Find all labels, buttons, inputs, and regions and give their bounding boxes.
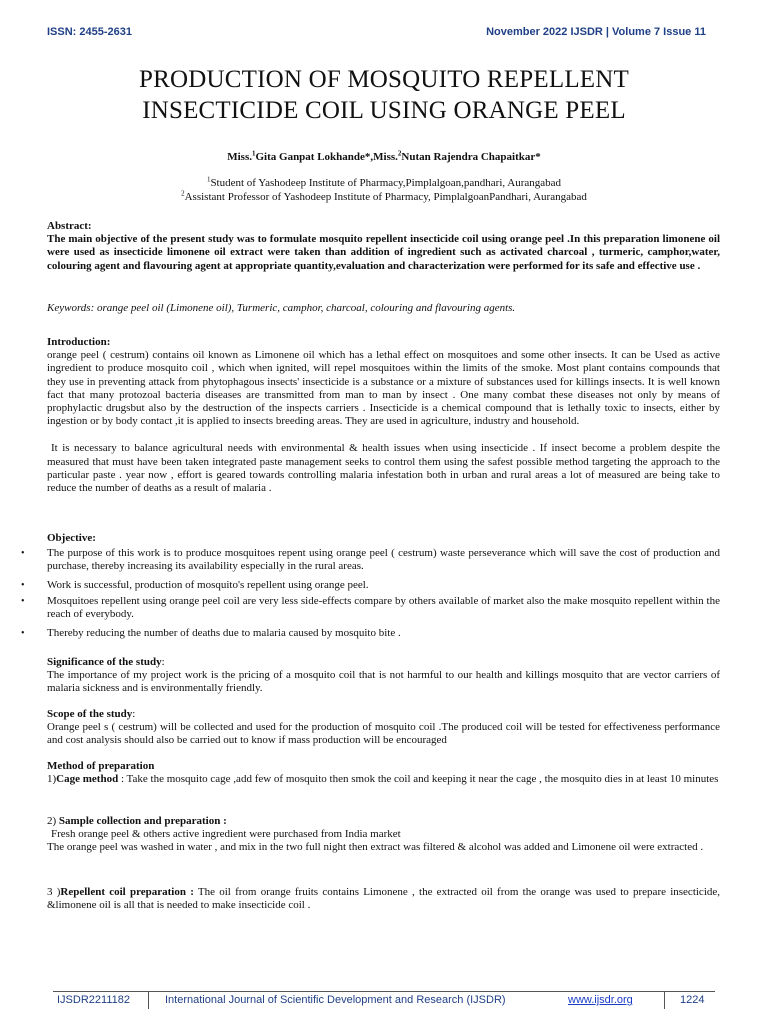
introduction-paragraph-1: orange peel ( cestrum) contains oil known as Limonene oil which has a lethal effect on mosquitoes and some other insects. It can be Used as active ingredient to produce mosquito coil , which when ignited, will repel mosquitoes within the limits of the smoke. Most plant contains compounds that they use in preventing attack from phytophagous insects' insecticide is a substance or a mixture of substances used for killings insects. It is well known fact that many protozoal bacteria diseases are transmitted from man to man by insect . One many combat these diseases not only by means of prophylactic drugsbut also by the destruction of the inspects carriers . Insecticide is a chemical compound that is lethally toxic to insects, either by ingestion or by body contact ,it is applied to insects breeding areas. They are used in agriculture, industry and household.	[47, 349, 720, 428]
author-1-sup: 1	[251, 149, 256, 158]
title-line-1: PRODUCTION OF MOSQUITO REPELLENT	[139, 66, 629, 93]
bullet-icon: •	[21, 596, 25, 607]
bullet-icon: •	[21, 548, 25, 559]
footer-id: IJSDR2211182	[57, 994, 130, 1006]
objective-bullet-3	[21, 595, 720, 622]
method-step-3-title: Repellent coil preparation :	[60, 886, 194, 898]
scope-section	[47, 708, 720, 748]
issn-label: ISSN: 2455-2631	[47, 26, 132, 38]
method-step-2-line-2: The orange peel was washed in water , and mix in the two full night then extract was filtered & alcohol was added and Limonene oil were extracted .	[47, 841, 704, 854]
footer-page-number: 1224	[680, 994, 705, 1006]
significance-heading: Significance of the study	[47, 656, 162, 668]
objective-bullet-2	[21, 579, 720, 592]
author-line	[0, 151, 768, 163]
author-prefix: Miss.	[227, 151, 252, 163]
objective-bullet-4-text: Thereby reducing the number of deaths due to malaria caused by mosquito bite .	[47, 627, 401, 639]
footer-divider	[664, 991, 665, 1009]
objective-bullet-4	[21, 627, 720, 640]
title-line-2: INSECTICIDE COIL USING ORANGE PEEL	[142, 97, 626, 124]
method-step-3-num: 3 )	[47, 886, 61, 898]
significance-text: The importance of my project work is the pricing of a mosquito coil that is not harmful to our health and killings mosquito that are vector carriers of malaria sickness and is environmentally friendly.	[47, 669, 720, 695]
affiliation-1-sup: 1	[206, 175, 211, 184]
method-step-2-num: 2)	[47, 815, 59, 827]
author-2-sup: 2	[397, 149, 402, 158]
sample-section	[47, 815, 720, 855]
introduction-paragraph-2: It is necessary to balance agricultural needs with environmental & health issues when using insecticide . If insect become a problem despite the measured that must have been taken integrated paste management seeks to control them using the safest possible method targeting the approach to the particular paste . year now , effort is geared towards controlling malaria infestation both in urban and rural areas a lot of measured are being take to reduce the number of deaths as a result of malaria .	[47, 442, 720, 495]
method-heading: Method of preparation	[47, 760, 155, 772]
scope-text: Orange peel s ( cestrum) will be collected and used for the production of mosquito coil .The produced coil will be tested for effectiveness performance and cost analysis should also be carried out to know if mass production will be encouraged	[47, 721, 720, 747]
issue-label: November 2022 IJSDR | Volume 7 Issue 11	[486, 26, 706, 38]
significance-colon: :	[161, 656, 165, 668]
significance-section	[47, 656, 720, 696]
objective-bullet-2-text: Work is successful, production of mosquito's repellent using orange peel.	[47, 579, 369, 591]
footer-rule	[53, 991, 715, 992]
method-step-2-title: Sample collection and preparation :	[58, 815, 227, 827]
method-step-1	[47, 773, 720, 786]
page-footer	[53, 991, 715, 1009]
affiliation-2-sup: 2	[181, 189, 185, 198]
introduction-section	[47, 336, 720, 495]
author-1-name: Gita Ganpat Lokhande*,Miss.	[255, 151, 398, 163]
footer-divider	[148, 991, 149, 1009]
affiliation-1	[0, 177, 768, 189]
affiliation-2-text: Assistant Professor of Yashodeep Institute of Pharmacy, PimplalgoanPandhari, Aurangabad	[184, 191, 587, 203]
footer-journal: International Journal of Scientific Development and Research (IJSDR)	[165, 994, 506, 1006]
introduction-heading: Introduction:	[47, 336, 111, 348]
abstract-section	[47, 220, 720, 273]
scope-colon: :	[132, 708, 136, 720]
scope-heading: Scope of the study	[47, 708, 133, 720]
method-step-1-text: : Take the mosquito cage ,add few of mosquito then smok the coil and keeping it near the cage , the mosquito dies in at least 10 minutes	[118, 773, 719, 786]
objective-bullet-1-text: The purpose of this work is to produce mosquitoes repent using orange peel ( cestrum) waste perseverance which will save the cost of production and purchase, thereby increasing its availability especially in the rural areas.	[47, 547, 720, 573]
bullet-icon: •	[21, 628, 25, 639]
running-header	[47, 26, 706, 40]
abstract-heading: Abstract:	[47, 220, 92, 232]
author-2-name: Nutan Rajendra Chapaitkar*	[401, 151, 541, 163]
method-step-3-text: The oil from orange fruits contains Limonene , the extracted oil from the orange was used to prepare insecticide, &limonene oil is all that is needed to make insecticide coil .	[47, 886, 721, 912]
keywords: Keywords: orange peel oil (Limonene oil), Turmeric, camphor, charcoal, colouring and flavouring agents.	[47, 302, 516, 314]
method-step-1-title: Cage method	[56, 773, 119, 786]
paper-title	[40, 64, 728, 126]
bullet-icon: •	[21, 580, 25, 591]
method-step-1-num: 1)	[47, 773, 57, 786]
objective-bullet-1	[21, 547, 720, 574]
abstract-text: The main objective of the present study was to formulate mosquito repellent insecticide coil using orange peel .In this preparation limonene oil were used as insecticide limonene oil extract were taken than addition of ingredient such as activated charcoal , turmeric, camphor,water, colouring agent and flavouring agent at appropriate quantity,evaluation and characterization were performed for its safe and effective use .	[47, 233, 720, 272]
footer-url-link[interactable]: www.ijsdr.org	[568, 994, 633, 1006]
affiliation-2	[0, 191, 768, 203]
objective-heading: Objective:	[47, 532, 96, 544]
method-section	[47, 760, 720, 786]
coil-section	[47, 886, 720, 912]
objective-bullet-3-text: Mosquitoes repellent using orange peel coil are very less side-effects compare by others available of market also the make mosquito repellent within the reach of everybody.	[47, 595, 720, 621]
method-step-2-line-1: Fresh orange peel & others active ingredient were purchased from India market	[51, 828, 401, 841]
affiliation-1-text: Student of Yashodeep Institute of Pharmacy,Pimplalgoan,pandhari, Aurangabad	[210, 177, 562, 189]
